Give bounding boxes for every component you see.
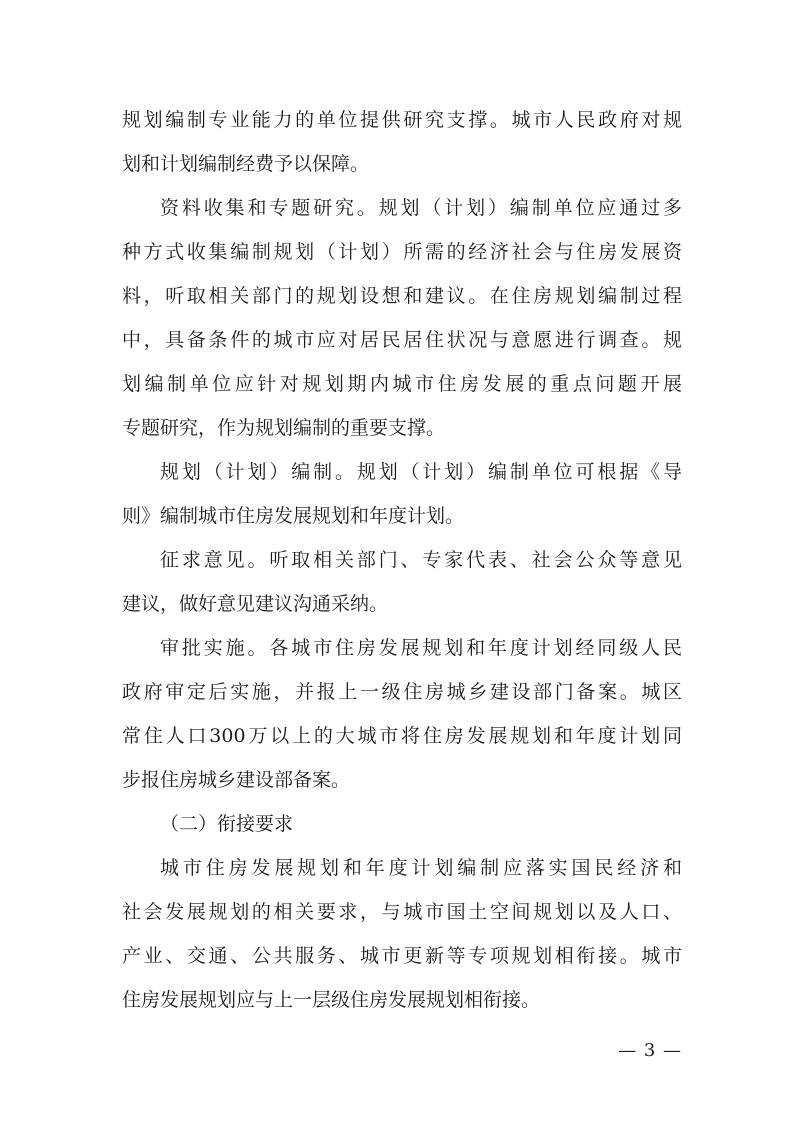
text-line: 专题研究，作为规划编制的重要支撑。: [122, 417, 446, 439]
paragraph: [122, 450, 682, 538]
text-line: 常住人口300万以上的大城市将住房发展规划和年度计划同: [122, 725, 682, 747]
text-line: 资料收集和专题研究。规划（计划）编制单位应通过多: [160, 197, 682, 219]
text-line: 中，具备条件的城市应对居民居住状况与意愿进行调查。规: [122, 329, 682, 351]
paragraph: [122, 846, 682, 1022]
paragraph: [122, 98, 682, 186]
text-line: 社会发展规划的相关要求，与城市国土空间规划以及人口、: [122, 901, 682, 923]
text-line: 划和计划编制经费予以保障。: [122, 153, 370, 175]
document-body: [122, 98, 682, 1022]
text-line: 种方式收集编制规划（计划）所需的经济社会与住房发展资: [122, 241, 682, 263]
text-line: 住房发展规划应与上一层级住房发展规划相衔接。: [122, 989, 541, 1011]
text-line: 建议，做好意见建议沟通采纳。: [122, 593, 389, 615]
text-line: 产业、交通、公共服务、城市更新等专项规划相衔接。城市: [122, 945, 682, 967]
text-line: 审批实施。各城市住房发展规划和年度计划经同级人民: [160, 637, 682, 659]
text-line: 规划（计划）编制。规划（计划）编制单位可根据《导: [160, 461, 682, 483]
text-line: 城市住房发展规划和年度计划编制应落实国民经济和: [160, 857, 682, 879]
text-line: 步报住房城乡建设部备案。: [122, 769, 351, 791]
page-number: — 3 —: [618, 1040, 682, 1061]
paragraph: [122, 626, 682, 802]
text-line: 划编制单位应针对规划期内城市住房发展的重点问题开展: [122, 373, 682, 395]
text-line: 政府审定后实施，并报上一级住房城乡建设部门备案。城区: [122, 681, 682, 703]
paragraph: [122, 186, 682, 450]
paragraph: [122, 538, 682, 626]
text-line: 征求意见。听取相关部门、专家代表、社会公众等意见: [160, 549, 682, 571]
section-heading: （二）衔接要求: [160, 813, 294, 835]
text-line: 规划编制专业能力的单位提供研究支撑。城市人民政府对规: [122, 109, 682, 131]
text-line: 料，听取相关部门的规划设想和建议。在住房规划编制过程: [122, 285, 682, 307]
text-line: 则》编制城市住房发展规划和年度计划。: [122, 505, 465, 527]
